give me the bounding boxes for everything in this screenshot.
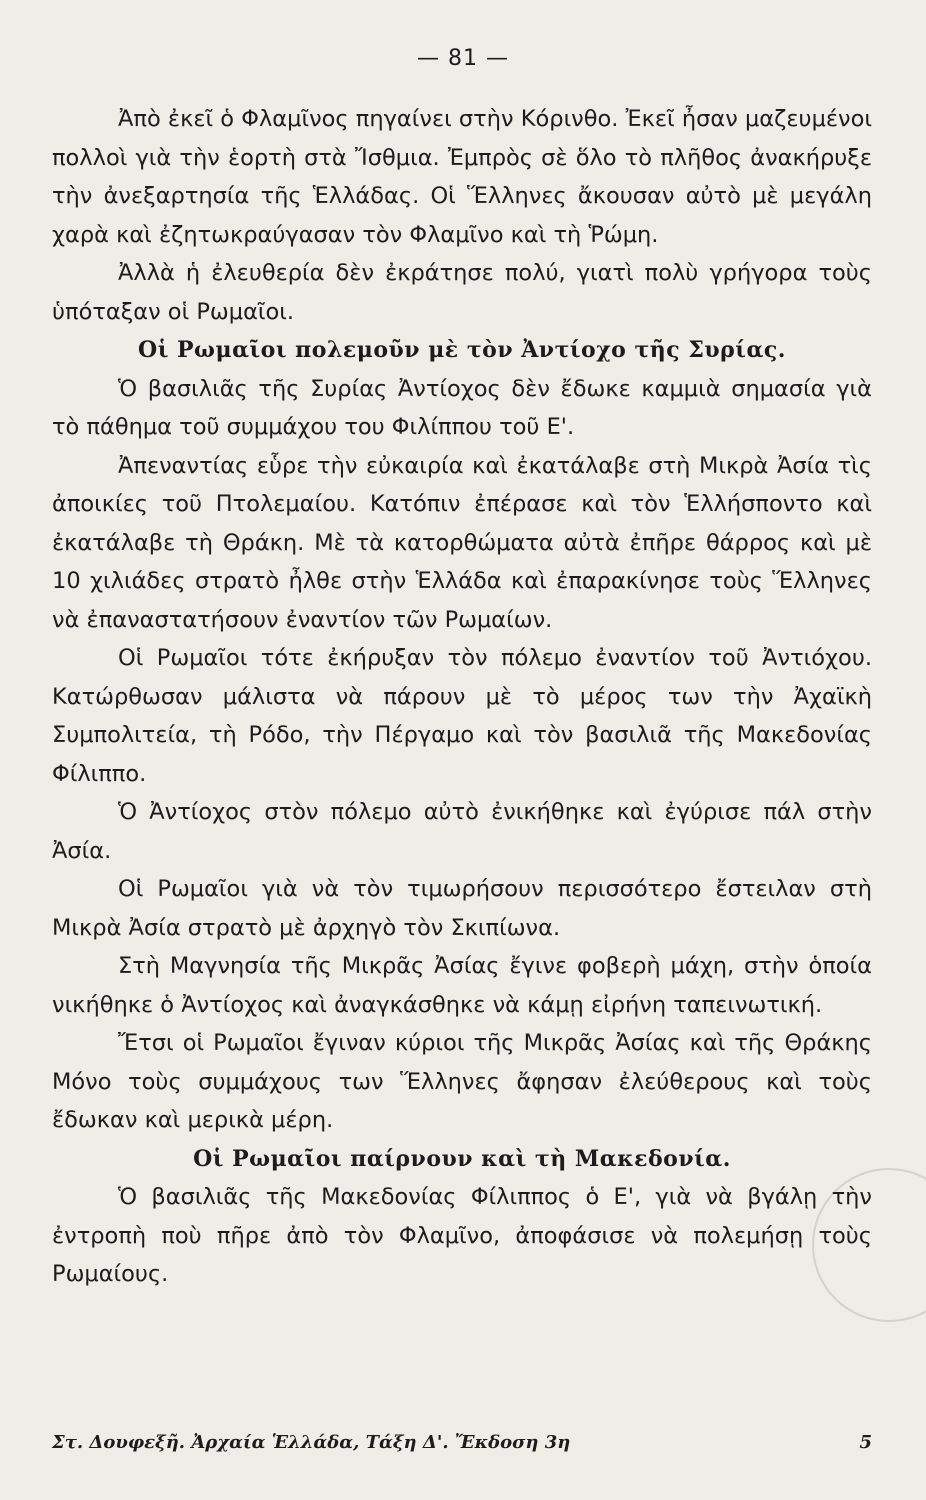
page-footer xyxy=(52,1432,872,1453)
paragraph: Ὁ Ἀντίοχος στὸν πόλεμο αὐτὸ ἐνικήθηκε καὶ ἐγύρισε πάλ στὴν Ἀσία. xyxy=(52,799,872,864)
paragraph: Οἱ Ρωμαῖοι τότε ἐκήρυξαν τὸν πόλεμο ἐναντίον τοῦ Ἀντιόχου. Κατώρθωσαν μάλιστα νὰ πάρουν μὲ τὸ μέρος των τὴν Ἀχαϊκὴ Συμπολιτεία, τὴ Ρόδο, τὴν Πέργαμο καὶ τὸν βασιλιᾶ τῆς Μακεδονίας Φίλιππο. xyxy=(52,645,872,787)
paragraph: Ἀλλὰ ἡ ἐλευθερία δὲν ἐκράτησε πολύ, γιατὶ πολὺ γρήγορα τοὺς ὑπόταξαν οἱ Ρωμαῖοι. xyxy=(52,260,872,325)
paragraph: Ἀπὸ ἐκεῖ ὁ Φλαμῖνος πηγαίνει στὴν Κόρινθο. Ἐκεῖ ἦσαν μαζευμένοι πολλοὶ γιὰ τὴν ἑορτὴ στὰ Ἴσθμια. Ἐμπρὸς σὲ ὅλο τὸ πλῆθος ἀνακήρυξε τὴν ἀνεξαρτησία τῆς Ἑλλάδας. Οἱ Ἕλληνες ἄκουσαν αὐτὸ μὲ μεγάλη χαρὰ καὶ ἐζητωκραύγασαν τὸν Φλαμῖνο καὶ τὴ Ῥώμη. xyxy=(52,106,872,248)
footer-citation: Στ. Δουφεξῆ. Ἀρχαία Ἑλλάδα, Τάξη Δ'. Ἔκδοση 3η xyxy=(52,1432,571,1453)
page-body xyxy=(52,100,872,1294)
paragraph: Ὁ βασιλιᾶς τῆς Μακεδονίας Φίλιππος ὁ Ε', γιὰ νὰ βγάλῃ τὴν ἐντροπὴ ποὺ πῆρε ἀπὸ τὸν Φλαμῖνο, ἀποφάσισε νὰ πολεμήσῃ τοὺς Ρωμαίους. xyxy=(52,1184,872,1287)
paragraph: Ἔτσι οἱ Ρωμαῖοι ἔγιναν κύριοι τῆς Μικρᾶς Ἀσίας καὶ τῆς Θράκης Μόνο τοὺς συμμάχους των Ἕλληνες ἄφησαν ἐλεύθερους καὶ τοὺς ἔδωκαν καὶ μερικὰ μέρη. xyxy=(52,1030,872,1133)
page-number: — 81 — xyxy=(417,46,509,71)
paragraph: Στὴ Μαγνησία τῆς Μικρᾶς Ἀσίας ἔγινε φοβερὴ μάχη, στὴν ὁποία νικήθηκε ὁ Ἀντίοχος καὶ ἀναγκάσθηκε νὰ κάμῃ εἰρήνη ταπεινωτική. xyxy=(52,953,872,1018)
section-heading: Οἱ Ρωμαῖοι παίρνουν καὶ τὴ Μακεδονία. xyxy=(193,1145,731,1172)
footer-signature-number: 5 xyxy=(859,1432,872,1453)
paragraph: Ἀπεναντίας εὗρε τὴν εὐκαιρία καὶ ἐκατάλαβε στὴ Μικρὰ Ἀσία τὶς ἀποικίες τοῦ Πτολεμαίου. Κατόπιν ἐπέρασε καὶ τὸν Ἑλλήσποντο καὶ ἐκατάλαβε τὴ Θράκη. Μὲ τὰ κατορθώματα αὐτὰ ἐπῆρε θάρρος καὶ μὲ 10 χιλιάδες στρατὸ ἦλθε στὴν Ἑλλάδα καὶ ἐπαρακίνησε τοὺς Ἕλληνες νὰ ἐπαναστατήσουν ἐναντίον τῶν Ρωμαίων. xyxy=(52,452,872,633)
section-heading: Οἱ Ρωμαῖοι πολεμοῦν μὲ τὸν Ἀντίοχο τῆς Συρίας. xyxy=(138,337,786,363)
paragraph: Ὁ βασιλιᾶς τῆς Συρίας Ἀντίοχος δὲν ἔδωκε καμμιὰ σημασία γιὰ τὸ πάθημα τοῦ συμμάχου του Φιλίππου τοῦ Ε'. xyxy=(52,375,872,440)
paragraph: Οἱ Ρωμαῖοι γιὰ νὰ τὸν τιμωρήσουν περισσότερο ἔστειλαν στὴ Μικρὰ Ἀσία στρατὸ μὲ ἀρχηγὸ τὸν Σκιπίωνα. xyxy=(52,876,872,941)
